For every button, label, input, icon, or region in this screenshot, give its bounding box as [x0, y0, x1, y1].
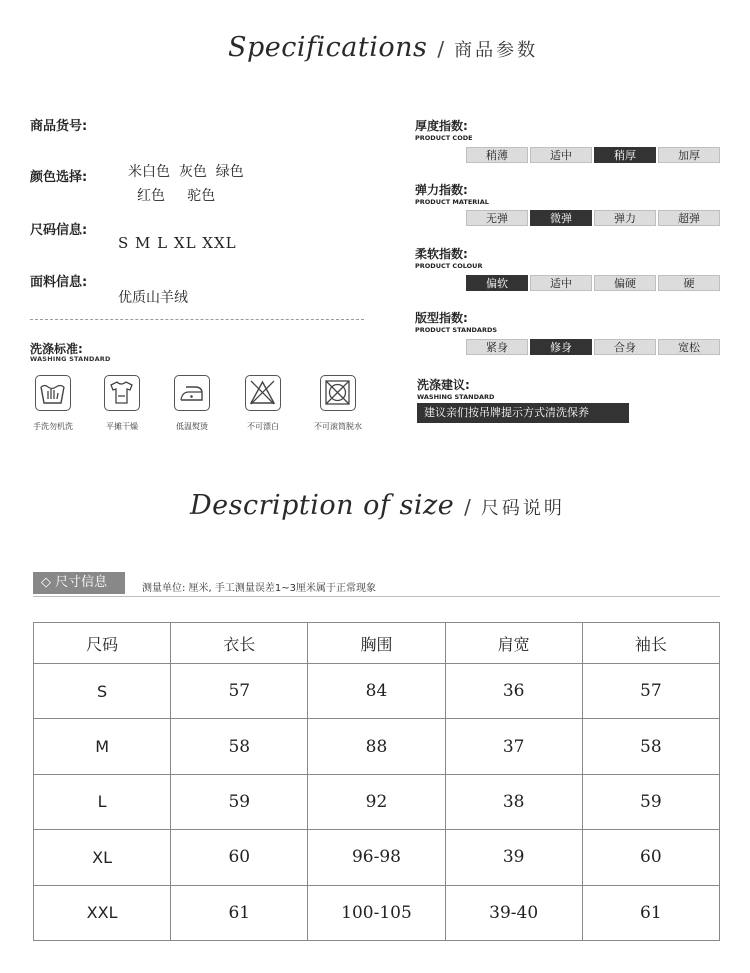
table-cell: XL	[34, 830, 171, 885]
table-cell: 92	[308, 774, 445, 829]
table-row	[34, 664, 720, 719]
table-cell: 58	[582, 719, 719, 774]
scale-option: 无弹	[466, 210, 528, 226]
table-cell: L	[34, 774, 171, 829]
washing-standard-subtitle: WASHING STANDARD	[30, 355, 111, 363]
wash-advice-subtitle: WASHING STANDARD	[417, 393, 495, 401]
wash-advice-header	[417, 376, 494, 401]
size-description-title-en: Description of size	[190, 490, 455, 521]
scale-option: 弹力	[594, 210, 656, 226]
no-bleach-icon	[245, 375, 281, 411]
wash-advice-text: 建议亲们按吊牌提示方式清洗保养	[417, 403, 629, 423]
table-row	[34, 830, 720, 885]
scale-option-selected: 微弹	[530, 210, 592, 226]
scale-option: 偏硬	[594, 275, 656, 291]
table-row	[34, 885, 720, 940]
table-row	[34, 774, 720, 829]
scale-option: 加厚	[658, 147, 720, 163]
fit-index-subtitle: PRODUCT STANDARDS	[415, 326, 498, 334]
size-options: S M L XL XXL	[118, 234, 237, 252]
flat-dry-caption: 平摊干燥	[106, 422, 138, 431]
hand-wash-caption: 手洗勿机洗	[33, 422, 73, 431]
table-cell: 100-105	[308, 885, 445, 940]
no-tumble-dry-icon	[320, 375, 356, 411]
table-cell: 39-40	[445, 885, 582, 940]
table-cell: XXL	[34, 885, 171, 940]
scale-option: 硬	[658, 275, 720, 291]
thickness-index-subtitle: PRODUCT CODE	[415, 134, 473, 142]
header-size: 尺码	[34, 623, 171, 664]
elasticity-index-title: 弹力指数:	[415, 183, 468, 197]
no-bleach-caption: 不可漂白	[247, 422, 279, 431]
table-cell: 61	[582, 885, 719, 940]
table-cell: M	[34, 719, 171, 774]
color-options-line1: 米白色 灰色 绿色	[128, 164, 244, 180]
softness-scale	[466, 275, 720, 291]
scale-option: 紧身	[466, 339, 528, 355]
measurement-note: 测量单位: 厘米, 手工测量误差1~3厘米属于正常现象	[142, 583, 377, 594]
scale-option: 宽松	[658, 339, 720, 355]
header-length: 衣长	[171, 623, 308, 664]
size-info-tag: ◇ 尺寸信息	[33, 572, 125, 594]
specifications-title-en: Specifications	[228, 32, 428, 63]
elasticity-index-subtitle: PRODUCT MATERIAL	[415, 198, 489, 206]
low-iron-icon	[174, 375, 210, 411]
scale-option: 适中	[530, 275, 592, 291]
table-cell: 57	[171, 664, 308, 719]
color-options-line2: 红色 驼色	[137, 188, 216, 204]
table-cell: 88	[308, 719, 445, 774]
fit-index	[415, 309, 497, 334]
table-cell: 60	[582, 830, 719, 885]
scale-option: 稍薄	[466, 147, 528, 163]
softness-index	[415, 245, 482, 270]
scale-option: 合身	[594, 339, 656, 355]
washing-standard-title: 洗涤标准:	[30, 342, 83, 356]
table-cell: 59	[582, 774, 719, 829]
color-label: 颜色选择:	[30, 170, 88, 185]
elasticity-scale	[466, 210, 720, 226]
size-table	[33, 622, 720, 941]
thickness-scale	[466, 147, 720, 163]
product-no-label: 商品货号:	[30, 119, 88, 134]
fabric-value: 优质山羊绒	[118, 290, 188, 306]
scale-option: 适中	[530, 147, 592, 163]
table-header-row	[34, 623, 720, 664]
table-cell: 61	[171, 885, 308, 940]
no-tumble-dry-caption: 不可滚筒脱水	[314, 422, 362, 431]
title-separator: /	[464, 495, 471, 519]
size-description-header	[190, 490, 565, 521]
table-cell: 59	[171, 774, 308, 829]
specifications-header	[228, 32, 538, 63]
fabric-label: 面料信息:	[30, 275, 88, 290]
table-cell: 96-98	[308, 830, 445, 885]
table-row	[34, 719, 720, 774]
header-shoulder: 肩宽	[445, 623, 582, 664]
size-label: 尺码信息:	[30, 223, 88, 238]
flat-dry-icon	[104, 375, 140, 411]
header-chest: 胸围	[308, 623, 445, 664]
softness-index-title: 柔软指数:	[415, 247, 468, 261]
fit-scale	[466, 339, 720, 355]
hand-wash-icon	[35, 375, 71, 411]
title-separator: /	[437, 37, 445, 61]
scale-option-selected: 稍厚	[594, 147, 656, 163]
fit-index-title: 版型指数:	[415, 311, 468, 325]
table-cell: 39	[445, 830, 582, 885]
thickness-index-title: 厚度指数:	[415, 119, 468, 133]
table-cell: S	[34, 664, 171, 719]
thickness-index	[415, 117, 473, 142]
wash-advice-title: 洗涤建议:	[417, 378, 470, 392]
table-cell: 37	[445, 719, 582, 774]
softness-index-subtitle: PRODUCT COLOUR	[415, 262, 483, 270]
table-cell: 36	[445, 664, 582, 719]
header-sleeve: 袖长	[582, 623, 719, 664]
elasticity-index	[415, 181, 489, 206]
scale-option: 超弹	[658, 210, 720, 226]
specifications-title-cn: 商品参数	[454, 40, 539, 61]
table-cell: 84	[308, 664, 445, 719]
table-cell: 58	[171, 719, 308, 774]
table-cell: 38	[445, 774, 582, 829]
table-cell: 60	[171, 830, 308, 885]
low-iron-caption: 低温熨烫	[176, 422, 208, 431]
scale-option-selected: 偏软	[466, 275, 528, 291]
dashed-divider	[30, 319, 364, 320]
scale-option-selected: 修身	[530, 339, 592, 355]
size-info-divider	[33, 596, 720, 597]
size-description-title-cn: 尺码说明	[480, 498, 565, 519]
table-cell: 57	[582, 664, 719, 719]
